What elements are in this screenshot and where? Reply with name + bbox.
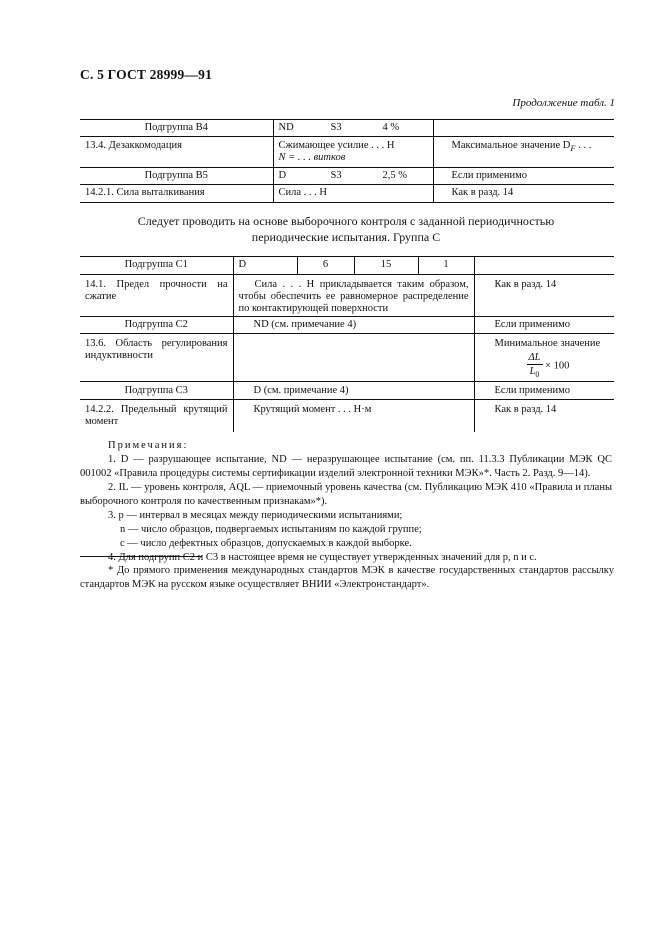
note-3c: c — число дефектных образцов, допускаемых в каждой выборке. [120, 538, 412, 549]
notes-heading: Примечания: [108, 440, 189, 451]
subgroup-b4-params [273, 120, 433, 137]
subgroup-c3-label: Подгруппа C3 [80, 382, 233, 400]
page-title: С. 5 ГОСТ 28999—91 [80, 67, 213, 82]
section-heading: Следует проводить на основе выборочного контроля с заданной периодичностью периодические испытания. Группа C [137, 214, 555, 244]
note-3b: n — число образцов, подвергаемых испытаниям по каждой группе; [120, 524, 422, 535]
c1-n: 15 [354, 257, 418, 275]
fraction: $\frac{\Delta L}{L_0}$ [528, 352, 541, 380]
conditions-14-1: Сила . . . Н прикладывается таким образом, чтобы обеспечить ее равномерное распределение по контактирующей поверхности [233, 275, 474, 317]
footnote: * До прямого применения международных стандартов МЭК в качестве государственных стандартов рассылку стандартов МЭК на русском языке осуществляет ВНИИ «Электронстандарт». [80, 565, 614, 590]
note-1: 1. D — разрушающее испытание, ND — неразрушающее испытание (см. пп. 11.3.3 Публикации МЭК QC 001002 «Правила процедуры системы сертификации изделий электронной техники МЭК»*. Часть 2. Разд. 9—14). [80, 454, 612, 479]
requirement-13-6: Минимальное значение $\frac{\Delta L}{L_0}$ × 100 [474, 334, 614, 382]
table-row-b5 [80, 168, 614, 185]
test-name-13-4: 13.4. Дезаккомодация [80, 137, 273, 168]
table-row-14-1 [80, 275, 614, 317]
subgroup-c2-label: Подгруппа C2 [80, 317, 233, 334]
subgroup-b5-label: Подгруппа B5 [80, 168, 273, 185]
table-row-14-2-1 [80, 185, 614, 203]
subgroup-b4-label: Подгруппа B4 [80, 120, 273, 137]
requirement-13-4: Максимальное значение $D_F$ . . . [433, 137, 614, 168]
note-4: 4. Для подгрупп C2 и C3 в настоящее время не существует утвержденных значений для p, n и c. [108, 552, 537, 563]
c1-d: D [233, 257, 297, 275]
conditions-14-2-1: Сила . . . Н [273, 185, 433, 203]
subgroup-c1-label: Подгруппа C1 [80, 257, 233, 275]
table-row-c1 [80, 257, 614, 275]
test-name-14-2-1: 14.2.1. Сила выталкивания [80, 185, 273, 203]
table-group-b [80, 119, 614, 203]
footnote-separator [80, 556, 202, 557]
table-row-13-6 [80, 334, 614, 382]
conditions-13-4: Сжимающее усилие . . . Н N = . . . витков [273, 137, 433, 168]
conditions-14-2-2: Крутящий момент . . . Н·м [233, 400, 474, 432]
table-row-14-2-2 [80, 400, 614, 432]
requirement-c3: Если применимо [474, 382, 614, 400]
test-name-14-1: 14.1. Предел прочности на сжатие [80, 275, 233, 317]
b4-s: S3 [330, 121, 342, 133]
notes [80, 439, 612, 565]
table-group-c [80, 256, 614, 432]
c1-c: 1 [418, 257, 474, 275]
c1-p: 6 [297, 257, 354, 275]
b4-d: ND [278, 121, 294, 133]
test-name-14-2-2: 14.2.2. Предельный крутящий момент [85, 404, 228, 428]
table-row-c3 [80, 382, 614, 400]
c2-d: ND (см. примечание 4) [233, 317, 474, 334]
formula: $\frac{\Delta L}{L_0}$ × 100 [528, 352, 570, 380]
table-continuation-label: Продолжение табл. 1 [512, 97, 615, 109]
requirement-14-2-1: Как в разд. 14 [433, 185, 614, 203]
requirement-c2: Если применимо [474, 317, 614, 334]
note-2: 2. IL — уровень контроля, AQL — приемочный уровень качества (см. Публикацию МЭК 410 «Правила и планы выборочного контроля по качественным признакам»*). [80, 482, 612, 507]
table-row-13-4 [80, 137, 614, 168]
subgroup-b5-params: D S3 2,5 % [273, 168, 433, 185]
table-row-c2 [80, 317, 614, 334]
test-name-13-6: 13.6. Область регулирования индуктивности [80, 334, 233, 382]
table-row-b4 [80, 120, 614, 137]
requirement-b5: Если применимо [433, 168, 614, 185]
requirement-14-1: Как в разд. 14 [474, 275, 614, 317]
requirement-14-2-2: Как в разд. 14 [474, 400, 614, 432]
b4-aql: 4 % [382, 121, 400, 133]
note-3a: 3. p — интервал в месяцах между периодическими испытаниями; [108, 510, 403, 521]
c3-d: D (см. примечание 4) [233, 382, 474, 400]
